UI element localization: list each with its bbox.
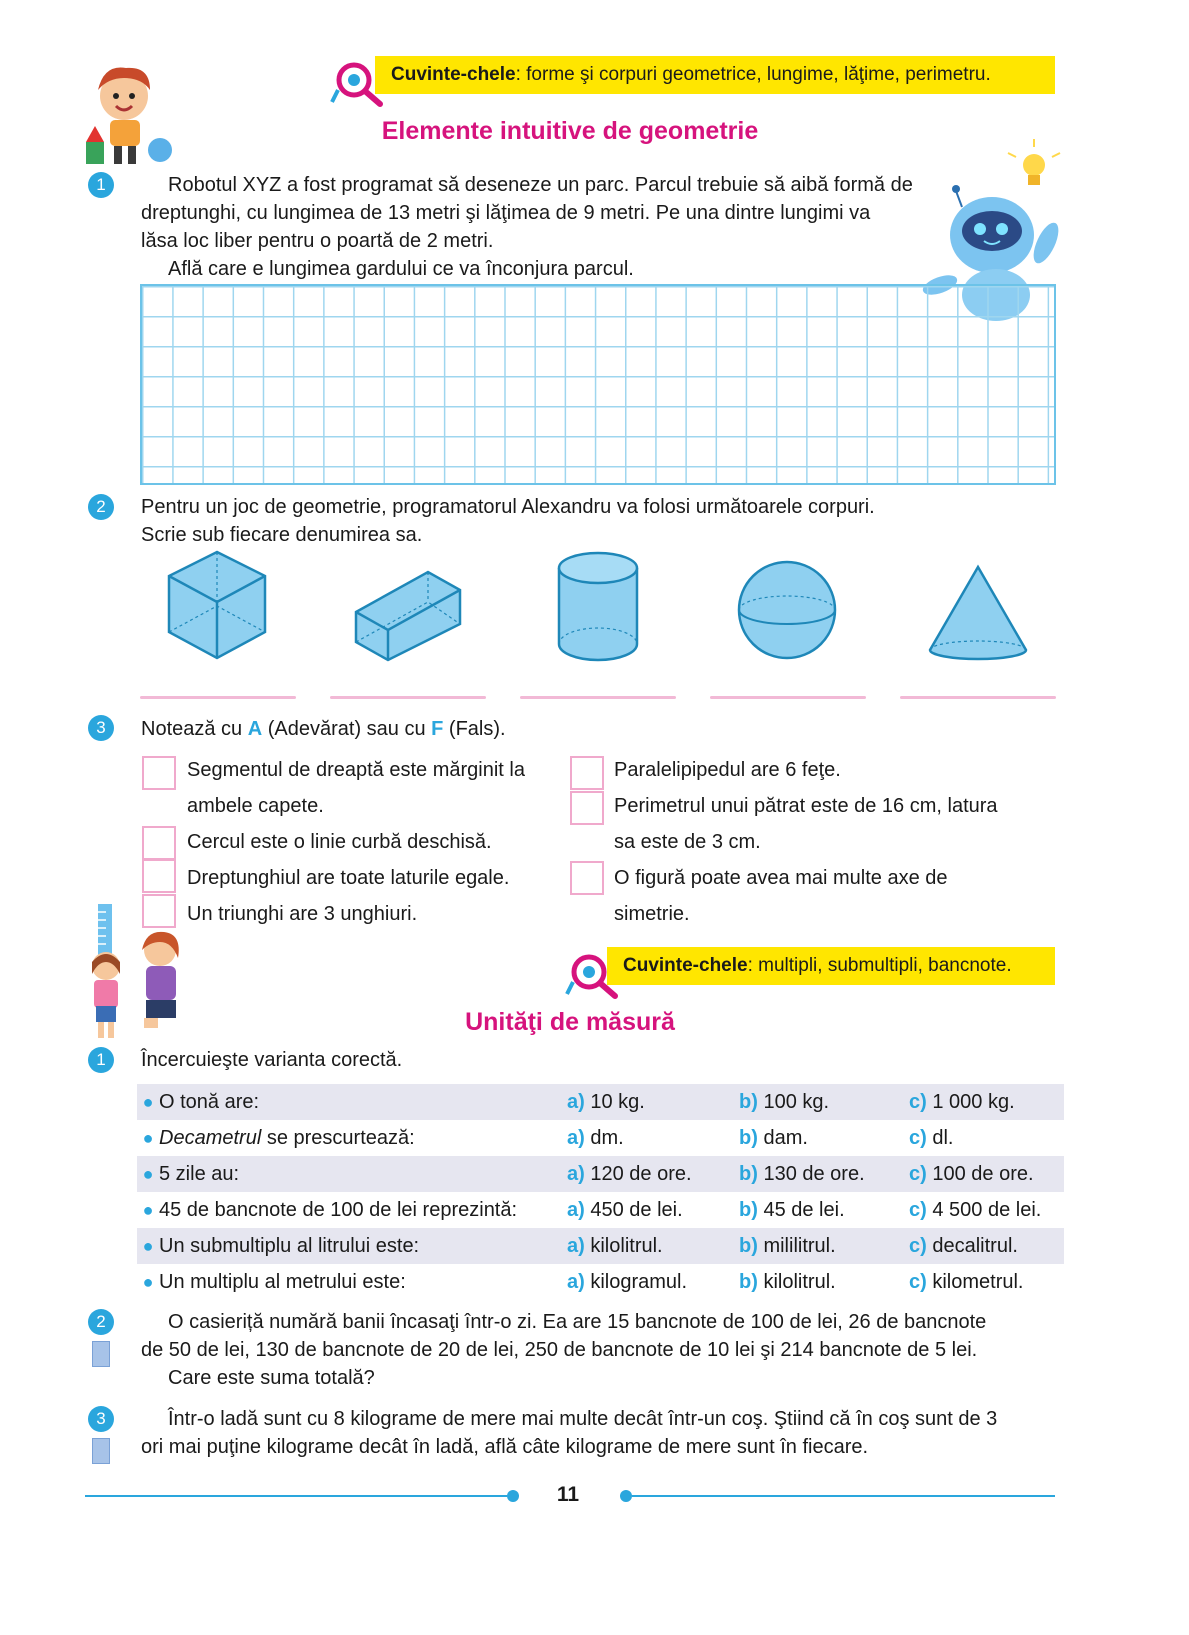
text-line: Pentru un joc de geometrie, programatorul Alexandru va folosi următoarele corpuri.	[141, 496, 875, 518]
option-label: b)	[739, 1162, 758, 1185]
exercise-2-text	[141, 493, 1041, 549]
option-label: a)	[567, 1270, 585, 1293]
option-label: a)	[567, 1090, 585, 1113]
option-text: dm.	[590, 1126, 624, 1149]
option-b[interactable]	[739, 1084, 909, 1120]
mc-prompt: Încercuieşte varianta corectă.	[141, 1049, 403, 1071]
option-text: mililitrul.	[763, 1234, 836, 1257]
table-row	[137, 1120, 1064, 1156]
tf-right-list	[614, 752, 1064, 932]
footer-rule-right	[632, 1495, 1055, 1497]
keywords-label: Cuvinte-chele	[623, 955, 748, 976]
prompt-text: Notează cu	[141, 718, 248, 740]
option-label: b)	[739, 1126, 758, 1149]
exercise-cash-text	[141, 1308, 1081, 1392]
option-label: a)	[567, 1198, 585, 1221]
option-a[interactable]	[567, 1156, 739, 1192]
measuring-girls-illustration	[84, 902, 188, 1042]
option-b[interactable]	[739, 1192, 909, 1228]
option-text: 450 de lei.	[590, 1198, 683, 1221]
prompt-text: (Fals).	[443, 718, 506, 740]
exercise-number: 3	[88, 715, 114, 741]
table-row	[137, 1156, 1064, 1192]
keywords-bar	[607, 947, 1055, 985]
option-c[interactable]	[909, 1192, 1064, 1228]
question-cell: ● Decametrul se prescurtează:	[142, 1126, 415, 1149]
option-text: 130 de ore.	[763, 1162, 865, 1185]
option-label: b)	[739, 1234, 758, 1257]
option-a[interactable]	[567, 1120, 739, 1156]
footer-rule-left	[85, 1495, 507, 1497]
cube-icon	[165, 550, 269, 662]
tf-checkbox[interactable]	[142, 859, 176, 893]
option-text: kilometrul.	[932, 1270, 1024, 1293]
statement-text: sa este de 3 cm.	[614, 831, 761, 853]
option-label: c)	[909, 1198, 927, 1221]
option-label: b)	[739, 1198, 758, 1221]
exercise-number: 1	[88, 172, 114, 198]
answer-line[interactable]	[140, 696, 296, 699]
text-line: Află care e lungimea gardului ce va înconjura parcul.	[168, 258, 634, 280]
text-line: Care este suma totală?	[168, 1367, 375, 1389]
option-label: b)	[739, 1090, 758, 1113]
statement-text: Un triunghi are 3 unghiuri.	[187, 903, 418, 925]
footer-dot	[507, 1490, 519, 1502]
question-cell: ● Un submultiplu al litrului este:	[137, 1228, 567, 1264]
option-text: 100 de ore.	[932, 1162, 1034, 1185]
text-line: lăsa loc liber pentru o poartă de 2 metri.	[141, 230, 494, 252]
question-text: se prescurtează:	[261, 1126, 415, 1149]
statement-text: O figură poate avea mai multe axe de	[614, 867, 948, 889]
option-b[interactable]	[739, 1264, 909, 1300]
notebook-icon	[92, 1438, 110, 1464]
option-text: dam.	[763, 1126, 808, 1149]
option-label: c)	[909, 1270, 927, 1293]
tf-left-list	[187, 752, 577, 932]
boy-illustration	[84, 60, 176, 172]
page-number: 11	[556, 1483, 580, 1506]
exercise-number: 3	[88, 1406, 114, 1432]
option-label: a)	[567, 1162, 585, 1185]
option-text: dl.	[932, 1126, 954, 1149]
text-line: dreptunghi, cu lungimea de 13 metri şi lăţimea de 9 metri. Pe una dintre lungimi va	[141, 202, 871, 224]
option-text: 4 500 de lei.	[932, 1198, 1042, 1221]
question-text: Un submultiplu al litrului este:	[159, 1234, 420, 1257]
option-text: 1 000 kg.	[932, 1090, 1015, 1113]
table-row	[137, 1084, 1064, 1120]
question-cell: ● Un multiplu al metrului este:	[142, 1270, 406, 1293]
table-row	[137, 1192, 1064, 1228]
text-line: Scrie sub fiecare denumirea sa.	[141, 524, 423, 546]
squared-answer-grid[interactable]	[140, 284, 1056, 485]
option-text: 45 de lei.	[763, 1198, 845, 1221]
keywords-bar	[375, 56, 1055, 94]
text-line: de 50 de lei, 130 de bancnote de 20 de lei, 250 de bancnote de 10 lei şi 214 bancnote de 5 lei.	[141, 1339, 978, 1361]
question-cell: ● 5 zile au:	[137, 1156, 567, 1192]
answer-line[interactable]	[330, 696, 486, 699]
question-text-italic: Decametrul	[159, 1126, 262, 1149]
statement-text: Paralelipipedul are 6 feţe.	[614, 759, 841, 781]
keywords-text: : forme şi corpuri geometrice, lungime, lăţime, perimetru.	[515, 64, 991, 85]
exercise-number: 2	[88, 494, 114, 520]
exercise-3-prompt	[141, 715, 506, 743]
option-label: a)	[567, 1126, 585, 1149]
letter-a: A	[247, 718, 263, 740]
option-c[interactable]	[909, 1228, 1064, 1264]
cylinder-icon	[555, 550, 641, 664]
statement-text: Dreptunghiul are toate laturile egale.	[187, 867, 510, 889]
tf-checkbox[interactable]	[570, 861, 604, 895]
option-text: kilolitrul.	[590, 1234, 663, 1257]
option-a[interactable]	[567, 1264, 739, 1300]
letter-f: F	[431, 718, 444, 740]
option-b[interactable]	[739, 1120, 909, 1156]
exercise-apples-text	[141, 1405, 1081, 1461]
footer-dot	[620, 1490, 632, 1502]
table-row	[137, 1264, 1064, 1300]
tf-checkbox[interactable]	[142, 756, 176, 790]
option-label: c)	[909, 1234, 927, 1257]
option-c[interactable]	[909, 1156, 1064, 1192]
option-label: c)	[909, 1162, 927, 1185]
question-cell: ● 45 de bancnote de 100 de lei reprezintă:	[142, 1198, 518, 1221]
option-text: 10 kg.	[590, 1090, 645, 1113]
tf-checkbox[interactable]	[570, 756, 604, 790]
cone-icon	[926, 564, 1030, 662]
text-line: ori mai puţine kilograme decât în ladă, află câte kilograme de mere sunt în fiecare.	[141, 1436, 869, 1458]
statement-text: Perimetrul unui pătrat este de 16 cm, latura	[614, 795, 998, 817]
question-text: 5 zile au:	[159, 1162, 240, 1185]
multiple-choice-table	[137, 1084, 1064, 1300]
answer-line[interactable]	[710, 696, 866, 699]
notebook-icon	[92, 1341, 110, 1367]
exercise-1-text	[141, 171, 941, 283]
option-text: kilolitrul.	[763, 1270, 836, 1293]
keywords-text: : multipli, submultipli, bancnote.	[747, 955, 1012, 976]
section-title-units: Unităţi de măsură	[465, 1008, 675, 1036]
option-c[interactable]	[909, 1264, 1064, 1300]
text-line: Într-o ladă sunt cu 8 kilograme de mere mai multe decât într-un coş. Ştiind că în coş sunt de 3	[168, 1408, 998, 1430]
option-c[interactable]	[909, 1120, 1064, 1156]
option-label: a)	[567, 1234, 585, 1257]
text-line: Robotul XYZ a fost programat să deseneze un parc. Parcul trebuie să aibă formă de	[168, 174, 913, 196]
option-label: b)	[739, 1270, 758, 1293]
exercise-number: 2	[88, 1309, 114, 1335]
option-b[interactable]	[739, 1228, 909, 1264]
answer-line[interactable]	[520, 696, 676, 699]
option-c[interactable]	[909, 1084, 1064, 1120]
option-label: c)	[909, 1090, 927, 1113]
cuboid-icon	[352, 568, 464, 663]
sphere-icon	[736, 558, 838, 662]
option-a[interactable]	[567, 1192, 739, 1228]
option-text: kilogramul.	[590, 1270, 688, 1293]
answer-line[interactable]	[900, 696, 1056, 699]
question-cell: ● O tonă are:	[137, 1084, 567, 1120]
table-row	[137, 1228, 1064, 1264]
text-line: O casieriță numără banii încasaţi într-o zi. Ea are 15 bancnote de 100 de lei, 26 de bancnote	[168, 1311, 987, 1333]
prompt-text: (Adevărat) sau cu	[262, 718, 432, 740]
tf-checkbox[interactable]	[142, 826, 176, 860]
question-text: Un multiplu al metrului este:	[159, 1270, 406, 1293]
keywords-label: Cuvinte-chele	[391, 64, 516, 85]
statement-text: ambele capete.	[187, 795, 324, 817]
option-text: 100 kg.	[763, 1090, 830, 1113]
statement-text: Segmentul de dreaptă este mărginit la	[187, 759, 525, 781]
section-title-geometry: Elemente intuitive de geometrie	[381, 117, 759, 145]
option-a[interactable]	[567, 1228, 739, 1264]
statement-text: simetrie.	[614, 903, 690, 925]
option-label: c)	[909, 1126, 927, 1149]
tf-checkbox[interactable]	[570, 791, 604, 825]
option-text: decalitrul.	[932, 1234, 1018, 1257]
question-text: 45 de bancnote de 100 de lei reprezintă:	[159, 1198, 518, 1221]
exercise-number: 1	[88, 1047, 114, 1073]
statement-text: Cercul este o linie curbă deschisă.	[187, 831, 492, 853]
option-a[interactable]	[567, 1084, 739, 1120]
option-b[interactable]	[739, 1156, 909, 1192]
option-text: 120 de ore.	[590, 1162, 692, 1185]
question-text: O tonă are:	[159, 1090, 260, 1113]
